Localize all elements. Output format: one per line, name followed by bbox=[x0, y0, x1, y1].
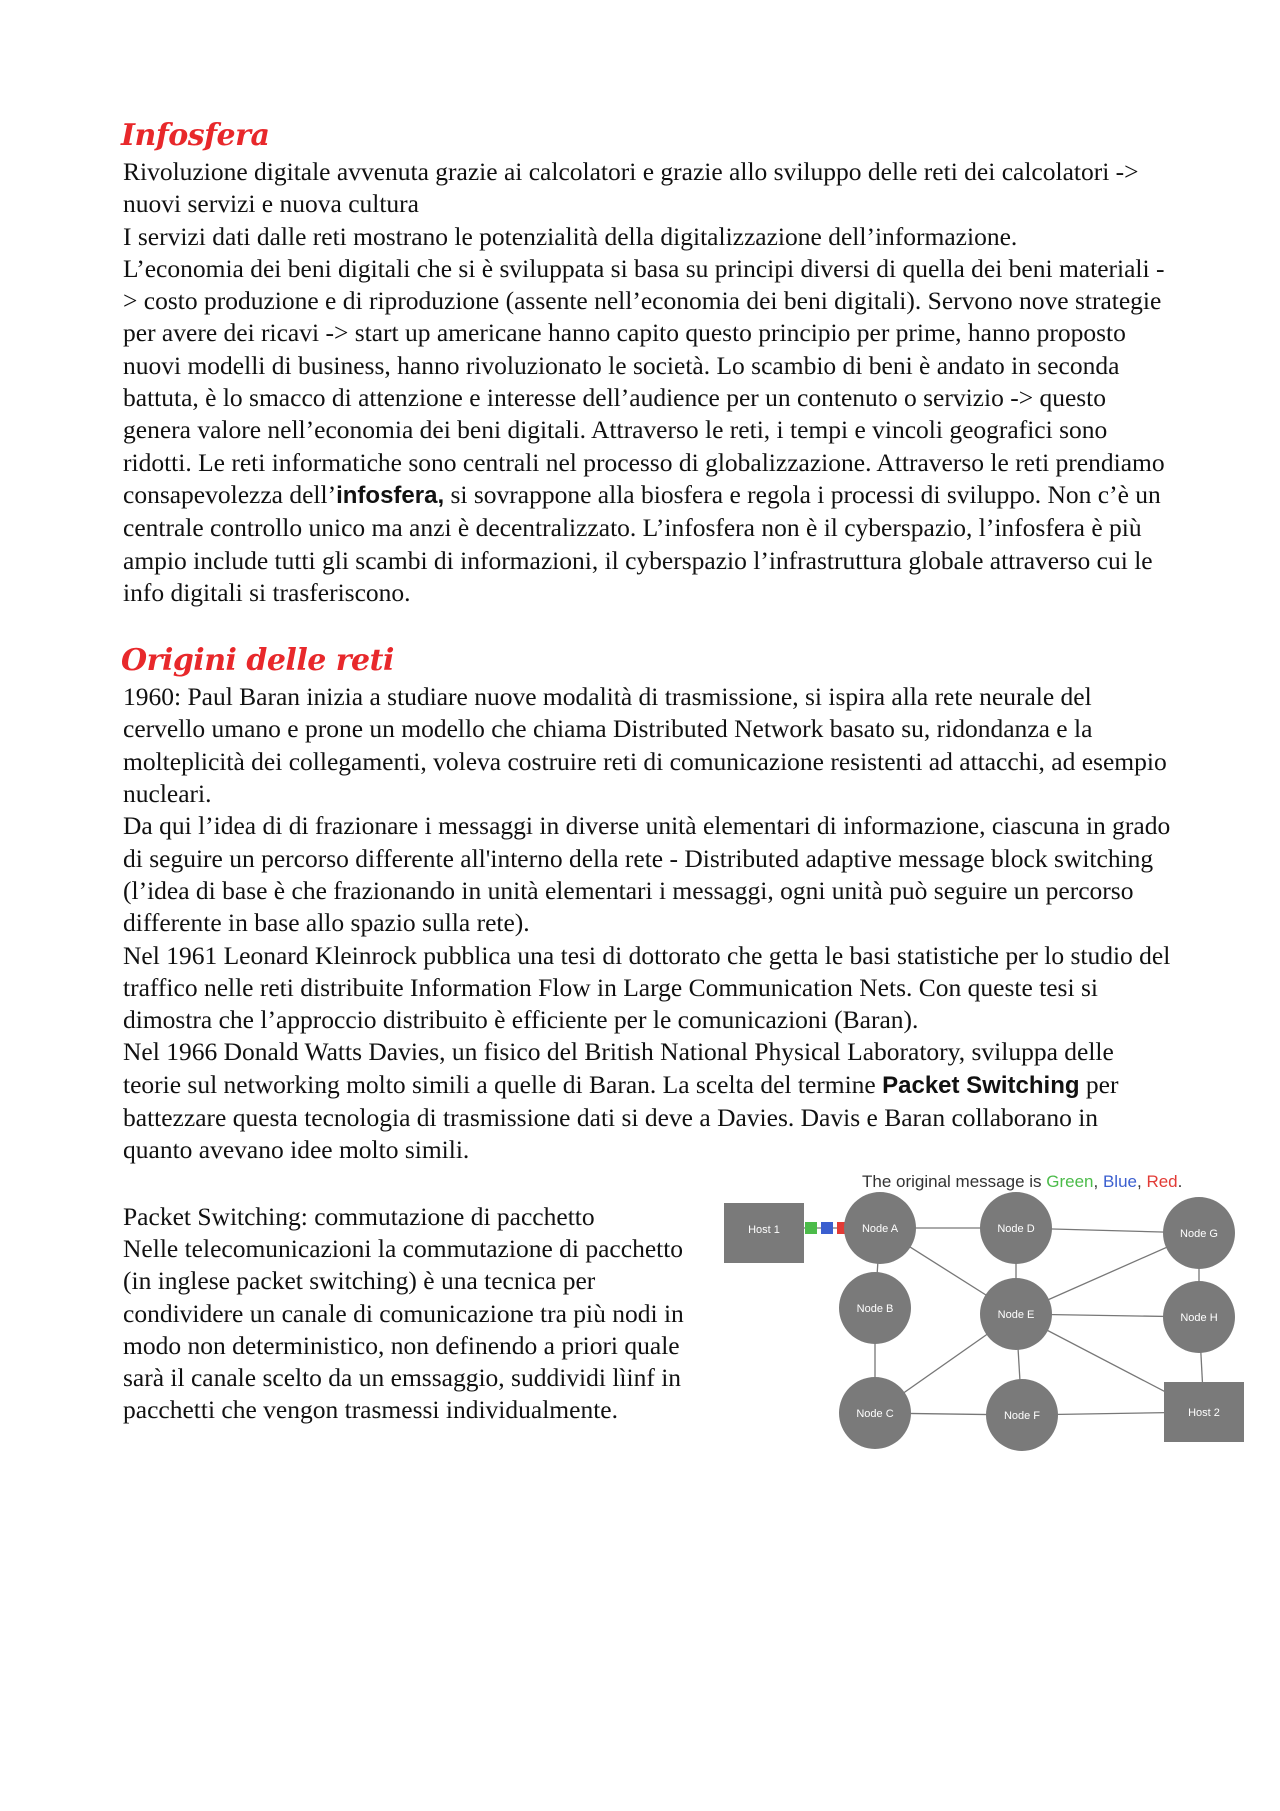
node-c-label: Node C bbox=[856, 1407, 894, 1420]
section-body-infosfera bbox=[123, 156, 1173, 609]
text-run: Nel 1966 Donald Watts Davies, un fisico del British National Physical Laboratory, sviluppa delle teorie sul networking molto simili a quelle di Baran. La scelta del termine bbox=[123, 1037, 1114, 1099]
node-f-label: Node F bbox=[1003, 1409, 1041, 1422]
paragraph: Packet Switching: commutazione di pacchetto bbox=[123, 1201, 595, 1231]
diagram-caption: The original message is Green, Blue, Red. bbox=[862, 1171, 1183, 1191]
node-g-label: Node G bbox=[1180, 1227, 1218, 1240]
host-2-label: Host 2 bbox=[1188, 1406, 1220, 1419]
text-run: L’economia dei beni digitali che si è sviluppata si basa su principi diversi di quella dei beni materiali -> costo produzione e di riproduzione (assente nell’economia dei beni digitali). Servono nove strategie per avere dei ricavi -> start up americane hanno capito questo principio per prime, hanno proposto nuovi modelli di business, hanno rivoluzionato le società. Lo scambio di beni è andato in seconda battuta, è lo smacco di attenzione e interesse dell’audience per un contenuto o servizio -> questo genera valore nell’economia dei beni digitali. Attraverso le reti, i tempi e vincoli geografici sono ridotti. Le reti informatiche sono centrali nel processo di globalizzazione. Attraverso le reti prendiamo consapevolezza dell’ bbox=[123, 253, 1165, 509]
packet-switching-block bbox=[123, 1167, 1220, 1427]
text-run: si sovrappone alla biosfera e regola i processi di sviluppo. Non c’è un centrale controllo unico ma anzi è decentralizzato. L’infosfera non è il cyberspazio, l’infosfera è più ampio include tutti gli scambi di informazioni, il cyberspazio l’infrastruttura globale attraverso cui le info digitali si trasferiscono. bbox=[123, 479, 1161, 607]
network-diagram-svg bbox=[724, 1167, 1280, 1477]
paragraph: I servizi dati dalle reti mostrano le potenzialità della digitalizzazione dell’informazione. bbox=[123, 221, 1018, 251]
node-b-label: Node B bbox=[856, 1302, 894, 1315]
paragraph bbox=[123, 253, 1173, 609]
section-body-origini bbox=[123, 681, 1173, 1166]
node-h-label: Node H bbox=[1180, 1311, 1218, 1324]
text-run: per battezzare questa tecnologia di trasmissione dati si deve a Davies. Davis e Baran collaborano in quanto avevano idee molto simili. bbox=[123, 1069, 1119, 1165]
packet-switching-text bbox=[123, 1167, 703, 1427]
paragraph: Nel 1961 Leonard Kleinrock pubblica una tesi di dottorato che getta le basi statistiche per lo studio del traffico nelle reti distribuite Information Flow in Large Communication Nets. Con queste tesi si dimostra che l’approccio distribuito è efficiente per le comunicazioni (Baran). bbox=[123, 940, 1171, 1035]
bold-term-packet-switching: Packet Switching bbox=[882, 1071, 1080, 1099]
node-a-label: Node A bbox=[861, 1222, 899, 1235]
section-heading-infosfera: Infosfera bbox=[121, 118, 270, 153]
packet-green bbox=[805, 1222, 817, 1234]
paragraph bbox=[123, 1036, 1173, 1166]
node-d-label: Node D bbox=[997, 1222, 1035, 1235]
paragraph: Da qui l’idea di di frazionare i messaggi in diverse unità elementari di informazione, ciascuna in grado di seguire un percorso differente all'interno della rete - Distributed adaptive message block switching (l’idea di base è che frazionando in unità elementari i messaggi, ogni unità può seguire un percorso differente in base allo spazio sulla rete). bbox=[123, 811, 1171, 938]
paragraph: Nelle telecomunicazioni la commutazione di pacchetto (in inglese packet switching) è una tecnica per condividere un canale di comunicazione tra più nodi in modo non deterministico, non definendo a priori quale sarà il canale scelto da un emssaggio, suddividi lìinf in pacchetti che vengon trasmessi individualmente. bbox=[123, 1233, 684, 1425]
packet-switching-diagram bbox=[724, 1167, 1280, 1477]
packet-blue bbox=[821, 1222, 833, 1234]
node-e-label: Node E bbox=[997, 1308, 1035, 1321]
document-page bbox=[121, 118, 1220, 1427]
host-1-label: Host 1 bbox=[748, 1223, 780, 1236]
section-heading-origini: Origini delle reti bbox=[121, 643, 394, 679]
paragraph: Rivoluzione digitale avvenuta grazie ai calcolatori e grazie allo sviluppo delle reti dei calcolatori -> nuovi servizi e nuova cultura bbox=[123, 157, 1139, 219]
paragraph: 1960: Paul Baran inizia a studiare nuove modalità di trasmissione, si ispira alla rete neurale del cervello umano e prone un modello che chiama Distributed Network basato su, ridondanza e la molteplicità dei collegamenti, voleva costruire reti di comunicazione resistenti ad attacchi, ad esempio nucleari. bbox=[123, 682, 1167, 809]
bold-term-infosfera: infosfera, bbox=[336, 481, 445, 509]
